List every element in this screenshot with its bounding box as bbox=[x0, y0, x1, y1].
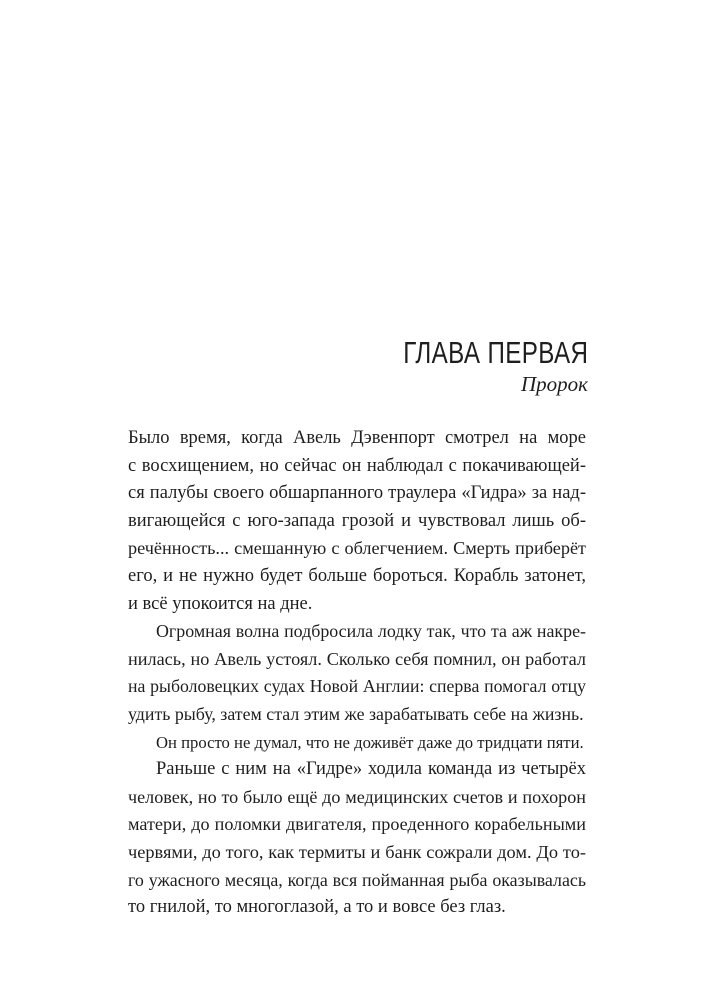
text-line: нилась, но Авель устоял. Сколько себя помнил, он работал bbox=[128, 648, 586, 669]
text-line: червями, до того, как термиты и банк сожрали дом. До то- bbox=[128, 841, 586, 862]
paragraph bbox=[128, 425, 586, 618]
text-line: вигающейся с юго-запада грозой и чувствовал лишь об- bbox=[128, 510, 586, 531]
text-line: Раньше с ним на «Гидре» ходила команда из четырёх bbox=[156, 759, 586, 780]
text-line: с восхищением, но сейчас он наблюдал с покачивающей- bbox=[128, 455, 586, 476]
text-line: на рыболовецких судах Новой Англии: сперва помогал отцу bbox=[128, 676, 586, 697]
text-line: и всё упокоится на дне. bbox=[128, 593, 313, 614]
text-line: го ужасного месяца, когда вся пойманная рыба оказывалась bbox=[128, 869, 586, 890]
text-line: его, и не нужно будет больше бороться. Корабль затонет, bbox=[128, 565, 586, 586]
text-line: человек, но то было ещё до медицинских счетов и похорон bbox=[128, 786, 586, 807]
text-line: матери, до поломки двигателя, проеденного корабельными bbox=[128, 814, 586, 835]
text-line: Он просто не думал, что не доживёт даже до тридцати пяти. bbox=[156, 732, 584, 752]
paragraph bbox=[128, 756, 586, 922]
chapter-subtitle: Пророк bbox=[521, 372, 588, 396]
paragraph bbox=[128, 729, 586, 757]
chapter-heading bbox=[351, 335, 588, 397]
body-text bbox=[128, 425, 586, 922]
text-line: удить рыбу, затем стал этим же зарабатывать себе на жизнь. bbox=[128, 703, 584, 724]
text-line: речённость... смешанную с облегчением. Смерть приберёт bbox=[128, 538, 586, 559]
paragraph bbox=[128, 618, 586, 728]
text-line: Огромная волна подбросила лодку так, что та аж накре- bbox=[156, 621, 586, 642]
text-line: ся палубы своего обшарпанного траулера «Гидра» за над- bbox=[128, 483, 586, 504]
chapter-title: ГЛАВА ПЕРВАЯ bbox=[402, 335, 588, 370]
text-line: Было время, когда Авель Дэвенпорт смотрел на море bbox=[128, 428, 586, 448]
text-line: то гнилой, то многоглазой, а то и вовсе без глаз. bbox=[128, 897, 506, 918]
